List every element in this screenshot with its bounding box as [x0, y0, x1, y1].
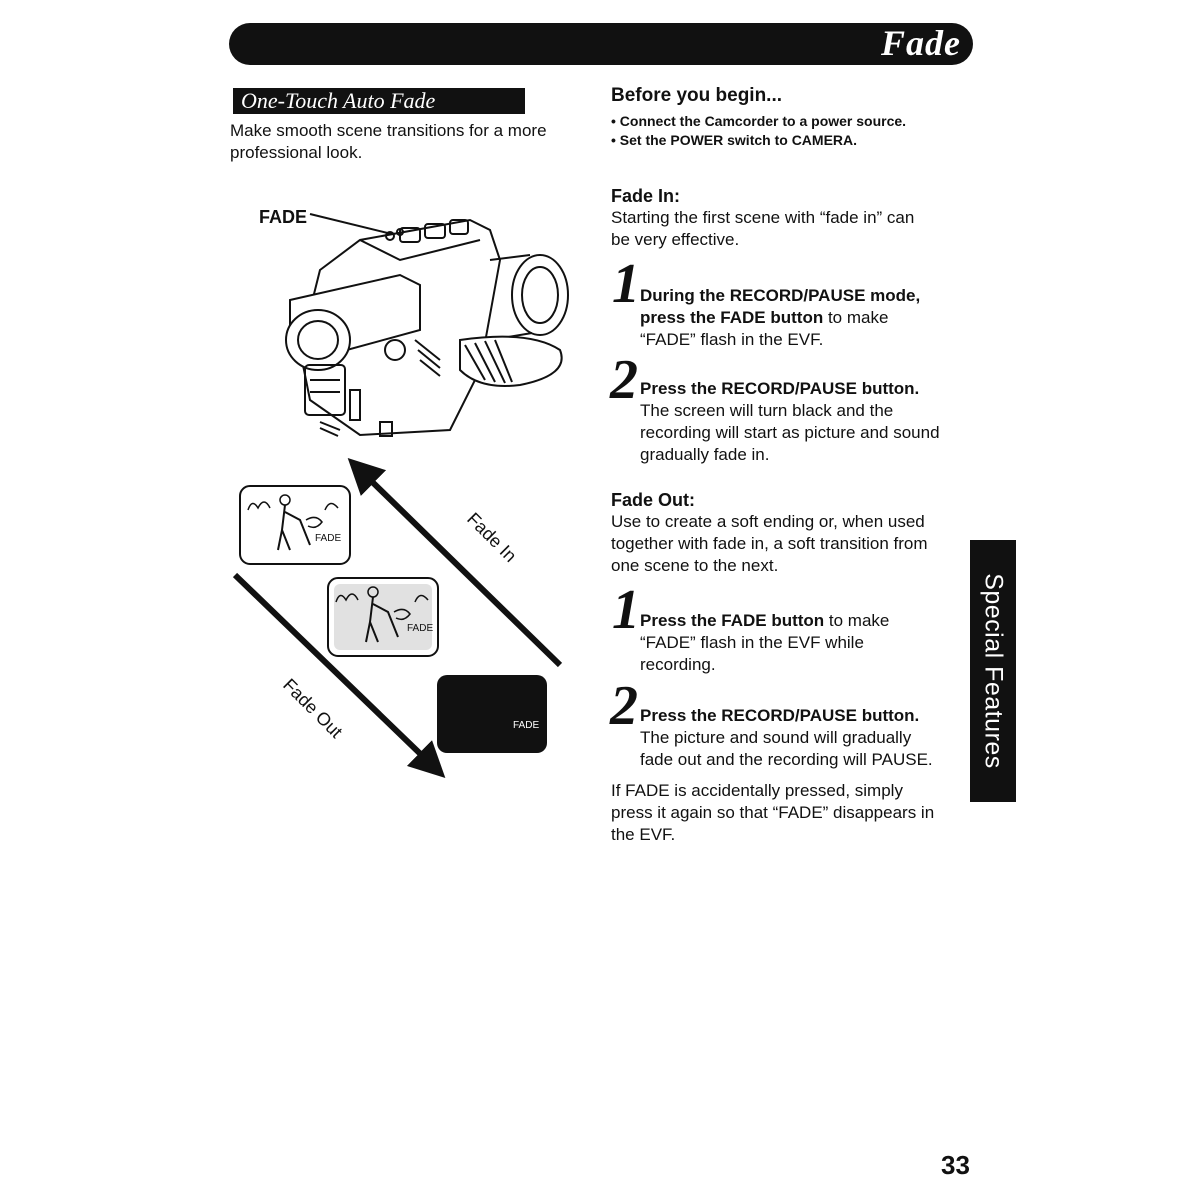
section-side-tab — [970, 540, 1016, 802]
camcorder-illustration — [250, 200, 580, 450]
screen-bright — [240, 486, 350, 564]
before-you-begin-title: Before you begin... — [611, 85, 783, 106]
screen-mid — [328, 578, 438, 656]
fade-out-note — [611, 780, 976, 846]
screen-fade-label: FADE — [407, 623, 434, 634]
fade-out-step-1 — [640, 610, 970, 676]
fade-in-desc: Starting the first scene with “fade in” can — [611, 208, 915, 227]
note-text: the EVF. — [611, 825, 676, 844]
step-text: recording. — [640, 655, 716, 674]
step-text: recording will start as picture and sound — [640, 423, 940, 442]
step-text: During the RECORD/PAUSE mode, — [640, 286, 921, 305]
step-number: 1 — [612, 253, 640, 315]
step-text: Press the FADE button — [640, 611, 825, 630]
step-text: press the FADE button — [640, 308, 824, 327]
fade-out-label: Fade Out — [279, 674, 347, 742]
fade-out-desc: together with fade in, a soft transition from — [611, 534, 928, 553]
fade-out-title: Fade Out: — [611, 490, 695, 510]
fade-callout-label: FADE — [259, 207, 308, 227]
step-number: 2 — [610, 675, 638, 737]
step-number: 1 — [612, 579, 640, 641]
page-number: 33 — [941, 1150, 970, 1180]
intro-line: Make smooth scene transitions for a more — [230, 121, 547, 140]
section-title: One-Touch Auto Fade — [233, 88, 525, 114]
step-text: The picture and sound will gradually — [640, 728, 912, 747]
screen-fade-label: FADE — [315, 533, 342, 544]
fade-out-section — [611, 490, 971, 577]
note-text: If FADE is accidentally pressed, simply — [611, 781, 903, 800]
step-text: to make — [823, 308, 889, 327]
screen-black — [437, 675, 547, 753]
step-text: fade out and the recording will PAUSE. — [640, 750, 933, 769]
fade-in-title: Fade In: — [611, 186, 681, 206]
intro-line: professional look. — [230, 143, 363, 162]
page-title: Fade — [881, 23, 961, 63]
fade-in-label: Fade In — [463, 508, 521, 566]
fade-in-step-2 — [640, 378, 980, 466]
step-text: to make — [824, 611, 890, 630]
side-tab-label: Special Features — [979, 573, 1008, 769]
step-text: Press the RECORD/PAUSE button. — [640, 706, 920, 725]
fade-out-desc: one scene to the next. — [611, 556, 779, 575]
fade-out-desc: Use to create a soft ending or, when used — [611, 512, 925, 531]
header-bar — [229, 23, 973, 65]
step-number: 2 — [610, 349, 638, 411]
step-text: The screen will turn black and the — [640, 401, 894, 420]
prerequisite-item: • Connect the Camcorder to a power source. — [611, 113, 907, 129]
screen-fade-label: FADE — [513, 720, 540, 731]
section-intro — [230, 120, 580, 164]
fade-diagram — [230, 450, 570, 790]
step-text: gradually fade in. — [640, 445, 770, 464]
note-text: press it again so that “FADE” disappears in — [611, 803, 935, 822]
fade-in-step-1 — [640, 285, 980, 351]
step-text: “FADE” flash in the EVF. — [640, 330, 824, 349]
fade-in-desc: be very effective. — [611, 230, 740, 249]
step-text: “FADE” flash in the EVF while — [640, 633, 864, 652]
before-you-begin — [611, 85, 971, 150]
step-text: Press the RECORD/PAUSE button. — [640, 379, 920, 398]
prerequisite-item: • Set the POWER switch to CAMERA. — [611, 132, 858, 148]
fade-out-step-2 — [640, 705, 975, 771]
fade-in-section — [611, 186, 976, 251]
